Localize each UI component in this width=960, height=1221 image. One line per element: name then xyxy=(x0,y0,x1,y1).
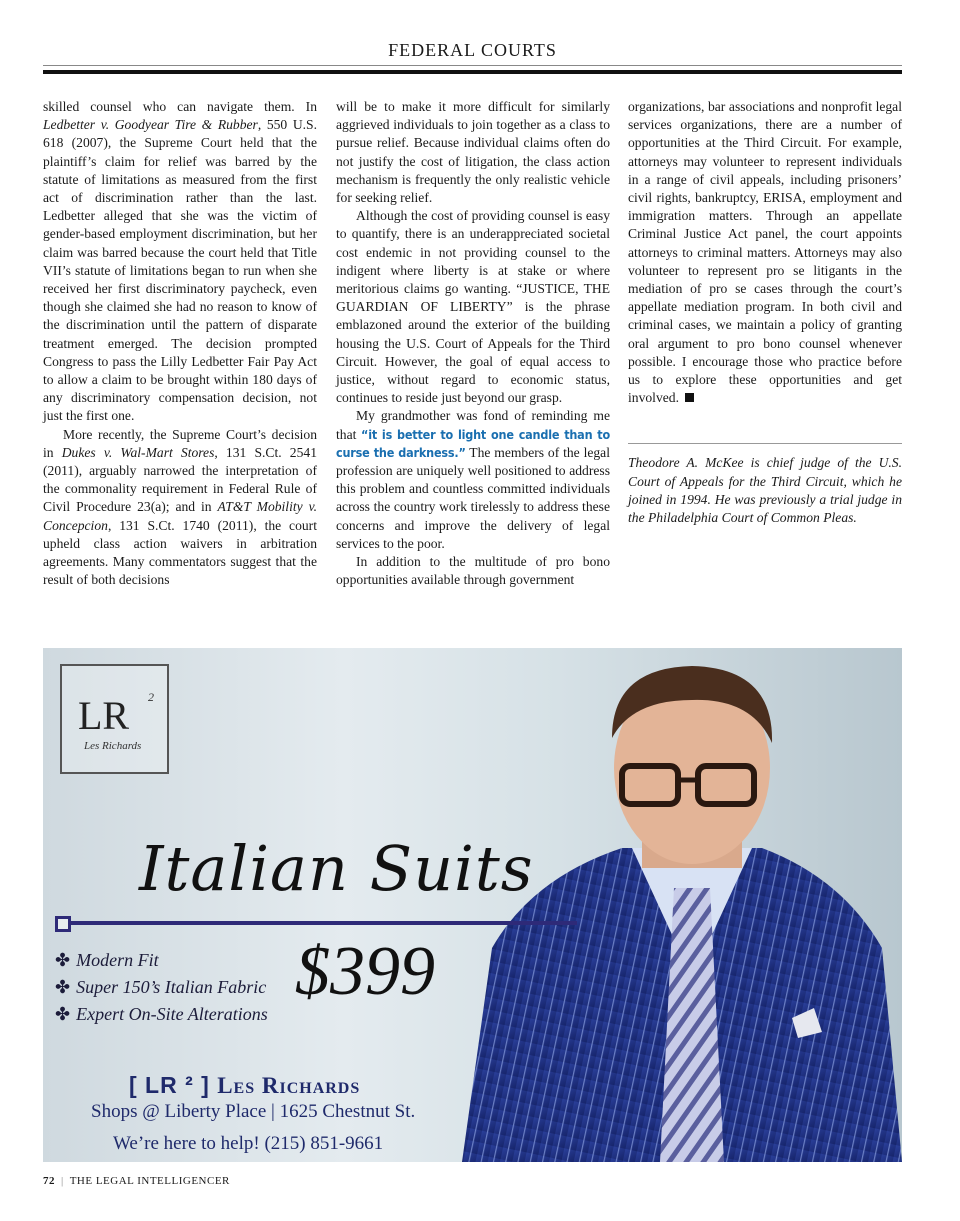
article-column-3 xyxy=(628,98,902,527)
ad-feature xyxy=(55,977,266,998)
feature-text: Expert On-Site Alterations xyxy=(76,1004,268,1024)
text-run: , 131 S.Ct. 1740 (2011), the court upheld class action waivers in arbitration agreements. Many commentators suggest that the result of both decisions xyxy=(43,517,317,588)
clover-bullet-icon: ✤ xyxy=(55,977,71,997)
page-footer xyxy=(43,1175,230,1187)
ad-headline: Italian Suits xyxy=(139,832,534,905)
logo-subtitle: Les Richards xyxy=(84,740,142,752)
ad-divider-square xyxy=(55,916,71,932)
article-column-1 xyxy=(43,98,317,589)
paragraph xyxy=(43,426,317,590)
ad-phone: We’re here to help! (215) 851-9661 xyxy=(113,1133,384,1154)
bio-divider xyxy=(628,443,902,444)
page-number: 72 xyxy=(43,1175,55,1187)
brand-mark: [ LR ² ] xyxy=(129,1072,210,1098)
section-header: FEDERAL COURTS xyxy=(388,40,557,60)
header-thin-rule xyxy=(43,65,902,66)
ad-feature xyxy=(55,1004,268,1025)
ad-divider-line xyxy=(57,921,577,925)
text-run: My grandmother was fond of reminding me that xyxy=(336,408,610,442)
model-photo xyxy=(462,648,902,1162)
ad-brand-name xyxy=(129,1072,360,1099)
paragraph: will be to make it more difficult for similarly aggrieved individuals to join together as a class to pursue relief. Because individual claims often do not justify the cost of litigation, the class action mechanism is frequently the only realistic vehicle for seeking relief. xyxy=(336,99,610,206)
paragraph: Although the cost of providing counsel is easy to quantify, there is an underappreciated societal cost endemic in not providing counsel to the indigent where liberty is at stake or where meritorious claims go wanting. “JUSTICE, THE GUARDIAN OF LIBERTY” is the phrase emblazoned around the exterior of the building housing the U.S. Court of Appeals for the Third Circuit. However, the goal of equal access to justice, without regard to economic status, continues to reside just beyond our grasp. xyxy=(336,208,610,406)
case-name: Dukes v. Wal-Mart Stores xyxy=(61,444,215,460)
logo-superscript: 2 xyxy=(148,690,154,704)
text-run: , 550 U.S. 618 (2007), the Supreme Court held that the plaintiff’s claim for relief was barred by the statute of limitations as measured from the first act of discrimination rather than the last. Ledbetter alleged that she was the victim of gender-based employment discrimination, but her claim was barred because the court held that Title VII’s statute of limitations began to run when she received her first discriminatory paycheck, even though she claimed she had no reason to know of the discrimination until the pattern of disparate treatment emerged. The decision prompted Congress to pass the Lilly Ledbetter Fair Pay Act to allow a claim to be brought within 180 days of any discriminatory compensation decision, not just the first one. xyxy=(43,117,317,424)
paragraph xyxy=(336,407,610,553)
brand-text: Les Richards xyxy=(217,1073,361,1098)
clover-bullet-icon: ✤ xyxy=(55,1004,71,1024)
header-thick-rule xyxy=(43,70,902,74)
ad-feature xyxy=(55,950,159,971)
brand-logo xyxy=(60,664,169,774)
text-run: , 131 S.Ct. 2541 (2011), arguably narrowed the interpretation of the commonality requirement in Federal Rule of Civil Procedure 23(a); and in xyxy=(43,444,317,515)
paragraph: In addition to the multitude of pro bono opportunities available through government xyxy=(336,554,610,588)
ad-address: Shops @ Liberty Place | 1625 Chestnut St. xyxy=(91,1101,416,1122)
case-name: Ledbetter v. Goodyear Tire & Rubber xyxy=(43,117,258,133)
advertisement[interactable] xyxy=(43,648,902,1162)
footer-separator: | xyxy=(61,1175,64,1187)
author-bio: Theodore A. McKee is chief judge of the U.S. Court of Appeals for the Third Circuit, which he joined in 1994. He was previously a trial judge in the Philadelphia Court of Common Pleas. xyxy=(628,455,902,526)
end-mark-icon xyxy=(685,393,694,402)
text-run: The members of the legal profession are uniquely well positioned to address this problem and countless committed individuals across the country work tirelessly to address these concerns and improve the delivery of legal services to the poor. xyxy=(336,444,610,551)
paragraph xyxy=(43,98,317,426)
paragraph xyxy=(628,98,902,407)
text-run: More recently, the Supreme Court’s decision in xyxy=(43,426,317,460)
logo-text: LR xyxy=(78,693,130,738)
pull-quote: “it is better to light one candle than to curse the darkness.” xyxy=(336,426,610,460)
case-name: AT&T Mobility v. Concepcion xyxy=(43,499,317,533)
ad-price: $399 xyxy=(295,933,435,1010)
article-column-2 xyxy=(336,98,610,589)
feature-text: Modern Fit xyxy=(76,950,159,970)
text-run: skilled counsel who can navigate them. In xyxy=(43,99,317,114)
text-run: organizations, bar associations and nonprofit legal services organizations, there are a number of opportunities at the Third Circuit. For example, attorneys may volunteer to represent individuals in a range of civil appeals, including prisoners’ civil rights, bankruptcy, ERISA, employment and immigration matters. Through an appellate Criminal Justice Act panel, the court appoints attorneys to criminal matters. Attorneys may also volunteer to represent pro se litigants in the mediation of pro se cases through the court’s appellate mediation program. In both civil and criminal cases, we maintain a policy of granting oral argument to pro bono counsel whenever possible. I encourage those who practice before us to explore these opportunities and get involved. xyxy=(628,99,902,406)
publication-name: THE LEGAL INTELLIGENCER xyxy=(69,1175,230,1187)
feature-text: Super 150’s Italian Fabric xyxy=(76,977,267,997)
clover-bullet-icon: ✤ xyxy=(55,950,71,970)
